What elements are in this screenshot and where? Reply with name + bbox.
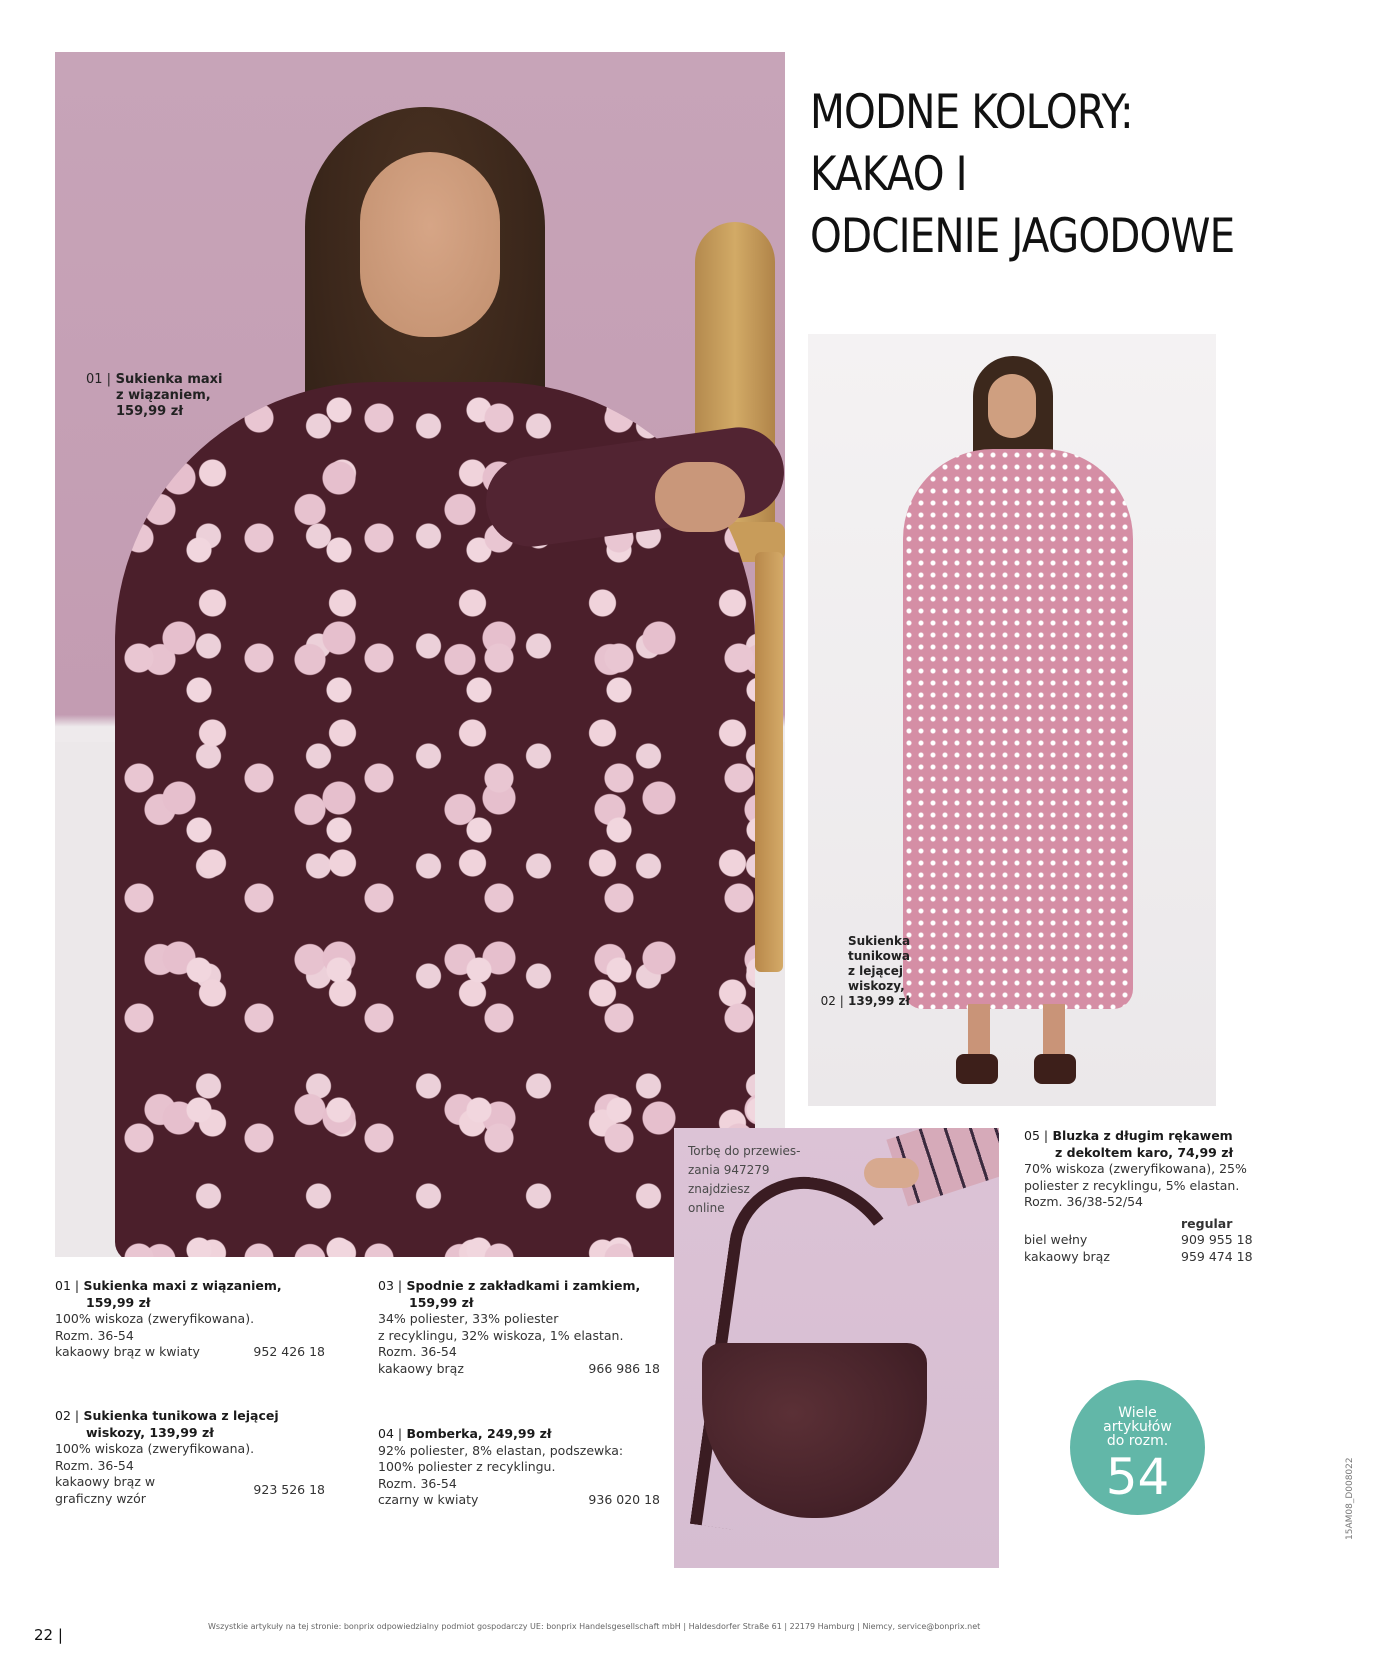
variant-row: kakaowy brąz w graficzny wzór 923 526 18 [55,1474,325,1506]
fit-label: regular [1181,1215,1233,1231]
model-face [360,152,500,337]
headline-line: ODCIENIE JAGODOWE [810,209,1235,264]
badge-size-number: 54 [1105,1448,1170,1506]
product-03: 03 | Spodnie z zakładkami i zamkiem, 159,99 zł 34% poliester, 33% poliester z recyklingu, 32% wiskoza, 1% elastan. Rozm. 36-54 kakaowy brąz 966 986 18 [378,1278,660,1376]
model-hand [655,462,745,532]
variant-row: czarny w kwiaty 936 020 18 [378,1492,660,1507]
product-title: 02 | Sukienka tunikowa z lejącej wiskozy, 139,99 zł [55,1408,279,1440]
variant-row: kakaowy brąz w kwiaty 952 426 18 [55,1344,325,1359]
size-badge: Wiele artykułów do rozm. 54 [1070,1380,1205,1515]
second-photo-caption: 02 | Sukienka tunikowa z lejącej wiskozy, 139,99 zł [820,934,911,1008]
product-title: 05 | Bluzka z długim rękawem z dekoltem karo, 74,99 zł [1024,1128,1234,1160]
product-title: 03 | Spodnie z zakładkami i zamkiem, 159,99 zł [378,1278,641,1310]
bag-note: Torbę do przewies- zania 947279 znajdziesz online [688,1144,801,1215]
headline-line: KAKAO I [810,147,967,202]
page-number: 22 | [34,1626,63,1644]
product-05: 05 | Bluzka z długim rękawem z dekoltem karo, 74,99 zł 70% wiskoza (zweryfikowana), 25% poliester z recyklingu, 5% elastan. Rozm. 36/38-52/54 regular biel wełny 909 955 18 kakaowy brąz 959 474 18 [1024,1128,1314,1265]
chair-leg [755,552,783,972]
side-code: 15AM08_D008022 [1345,1457,1355,1540]
headline-line: MODNE KOLORY: [810,85,1133,140]
product-01: 01 | Sukienka maxi z wiązaniem, 159,99 zł 100% wiskoza (zweryfikowana). Rozm. 36-54 kakaowy brąz w kwiaty 952 426 18 [55,1278,325,1359]
variant-row: kakaowy brąz 959 474 18 [1024,1248,1253,1264]
footer-legal-text: Wszystkie artykuły na tej stronie: bonprix odpowiedzialny podmiot gospodarczy UE: bonprix Handelsgesellschaft mbH | Haldesdorfer Straße 61 | 22179 Hamburg | Niemcy, service@bonprix.net [208,1622,981,1631]
model-face [988,374,1036,438]
product-title: 04 | Bomberka, 249,99 zł [378,1426,552,1441]
product-title: 01 | Sukienka maxi z wiązaniem, 159,99 zł [55,1278,282,1310]
product-04: 04 | Bomberka, 249,99 zł 92% poliester, 8% elastan, podszewka: 100% poliester z recyklingu. Rozm. 36-54 czarny w kwiaty 936 020 18 [378,1426,660,1507]
shoe [956,1054,998,1084]
product-02: 02 | Sukienka tunikowa z lejącej wiskozy, 139,99 zł 100% wiskoza (zweryfikowana). Rozm. 36-54 kakaowy brąz w graficzny wzór 923 526 18 [55,1408,325,1506]
variant-row: kakaowy brąz 966 986 18 [378,1360,660,1376]
main-photo [55,52,785,1257]
pink-dress [903,449,1133,1009]
page-headline [810,82,1292,268]
hand [864,1158,919,1188]
shoe [1034,1054,1076,1084]
variant-row: biel wełny 909 955 18 [1024,1232,1253,1247]
main-photo-caption: 01 | Sukienka maxi z wiązaniem, 159,99 zł [86,372,223,419]
